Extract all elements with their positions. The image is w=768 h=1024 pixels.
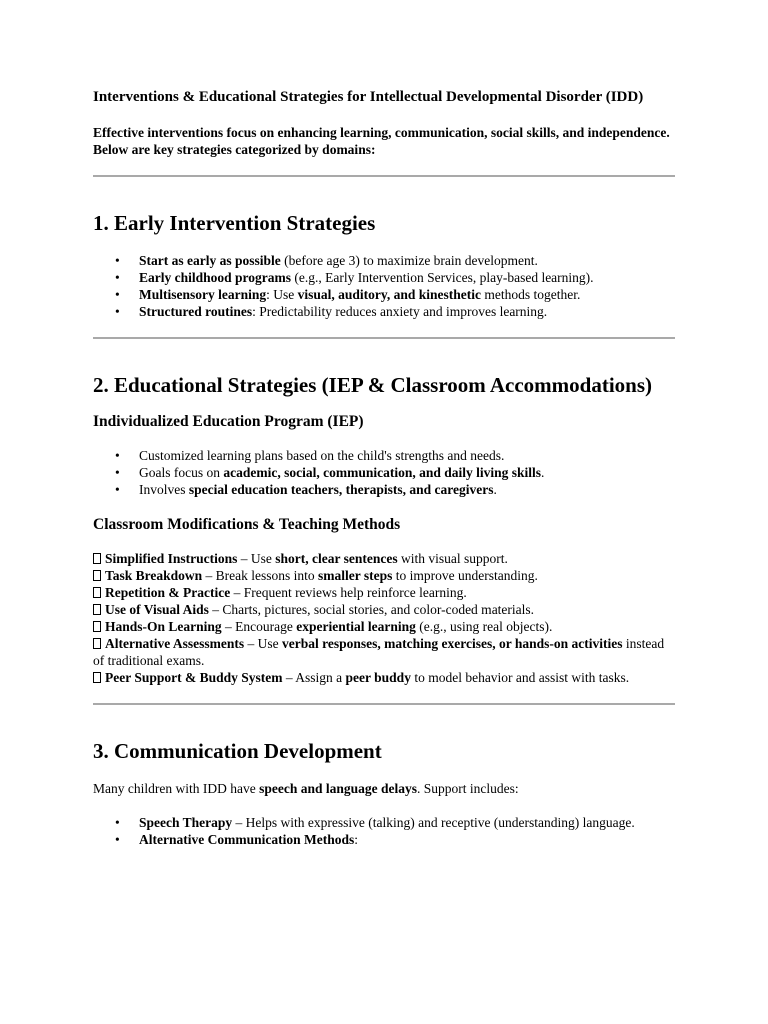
communication-intro: Many children with IDD have speech and language delays. Support includes: (93, 781, 519, 796)
list-item: • Goals focus on academic, social, communication, and daily living skills. (93, 464, 675, 481)
classroom-strategies (93, 550, 675, 686)
strategy-line: Hands-On Learning – Encourage experiential learning (e.g., using real objects). (93, 618, 675, 635)
section-3-heading: 3. Communication Development (93, 739, 382, 763)
strategy-line: Alternative Assessments – Use verbal responses, matching exercises, or hands-on activities instead of traditional exams. (93, 636, 665, 668)
strategy-line: Use of Visual Aids – Charts, pictures, social stories, and color-coded materials. (93, 601, 675, 618)
intro-paragraph: Effective interventions focus on enhancing learning, communication, social skills, and independence. Below are key strategies categorized by domains: (93, 125, 670, 157)
divider (93, 703, 675, 705)
checkbox-glyph-icon (93, 570, 101, 581)
document-title: Interventions & Educational Strategies for Intellectual Developmental Disorder (IDD) (93, 89, 644, 105)
checkbox-glyph-icon (93, 672, 101, 683)
list-item: • Structured routines: Predictability reduces anxiety and improves learning. (93, 303, 675, 320)
list-item: • Speech Therapy – Helps with expressive (talking) and receptive (understanding) language. (93, 814, 675, 831)
section-1-heading: 1. Early Intervention Strategies (93, 211, 376, 235)
checkbox-glyph-icon (93, 638, 101, 649)
list-item: • Alternative Communication Methods: (93, 831, 675, 848)
checkbox-glyph-icon (93, 587, 101, 598)
iep-list (93, 447, 675, 498)
iep-subheading: Individualized Education Program (IEP) (93, 413, 364, 430)
list-item: • Multisensory learning: Use visual, auditory, and kinesthetic methods together. (93, 286, 675, 303)
checkbox-glyph-icon (93, 553, 101, 564)
strategy-line: Simplified Instructions – Use short, clear sentences with visual support. (93, 550, 675, 567)
section-2-heading: 2. Educational Strategies (IEP & Classroom Accommodations) (93, 373, 653, 397)
divider (93, 337, 675, 339)
strategy-line: Repetition & Practice – Frequent reviews help reinforce learning. (93, 584, 675, 601)
early-intervention-list (93, 252, 675, 320)
list-item: • Start as early as possible (before age 3) to maximize brain development. (93, 252, 675, 269)
checkbox-glyph-icon (93, 604, 101, 615)
list-item: • Customized learning plans based on the child's strengths and needs. (93, 447, 675, 464)
checkbox-glyph-icon (93, 621, 101, 632)
list-item: • Early childhood programs (e.g., Early Intervention Services, play-based learning). (93, 269, 675, 286)
document-page (93, 88, 675, 848)
strategy-line: Peer Support & Buddy System – Assign a peer buddy to model behavior and assist with tasks. (93, 669, 675, 686)
strategy-line: Task Breakdown – Break lessons into smaller steps to improve understanding. (93, 567, 675, 584)
divider (93, 175, 675, 177)
communication-list (93, 814, 675, 848)
list-item: • Involves special education teachers, therapists, and caregivers. (93, 481, 675, 498)
classroom-subheading: Classroom Modifications & Teaching Methods (93, 516, 401, 533)
